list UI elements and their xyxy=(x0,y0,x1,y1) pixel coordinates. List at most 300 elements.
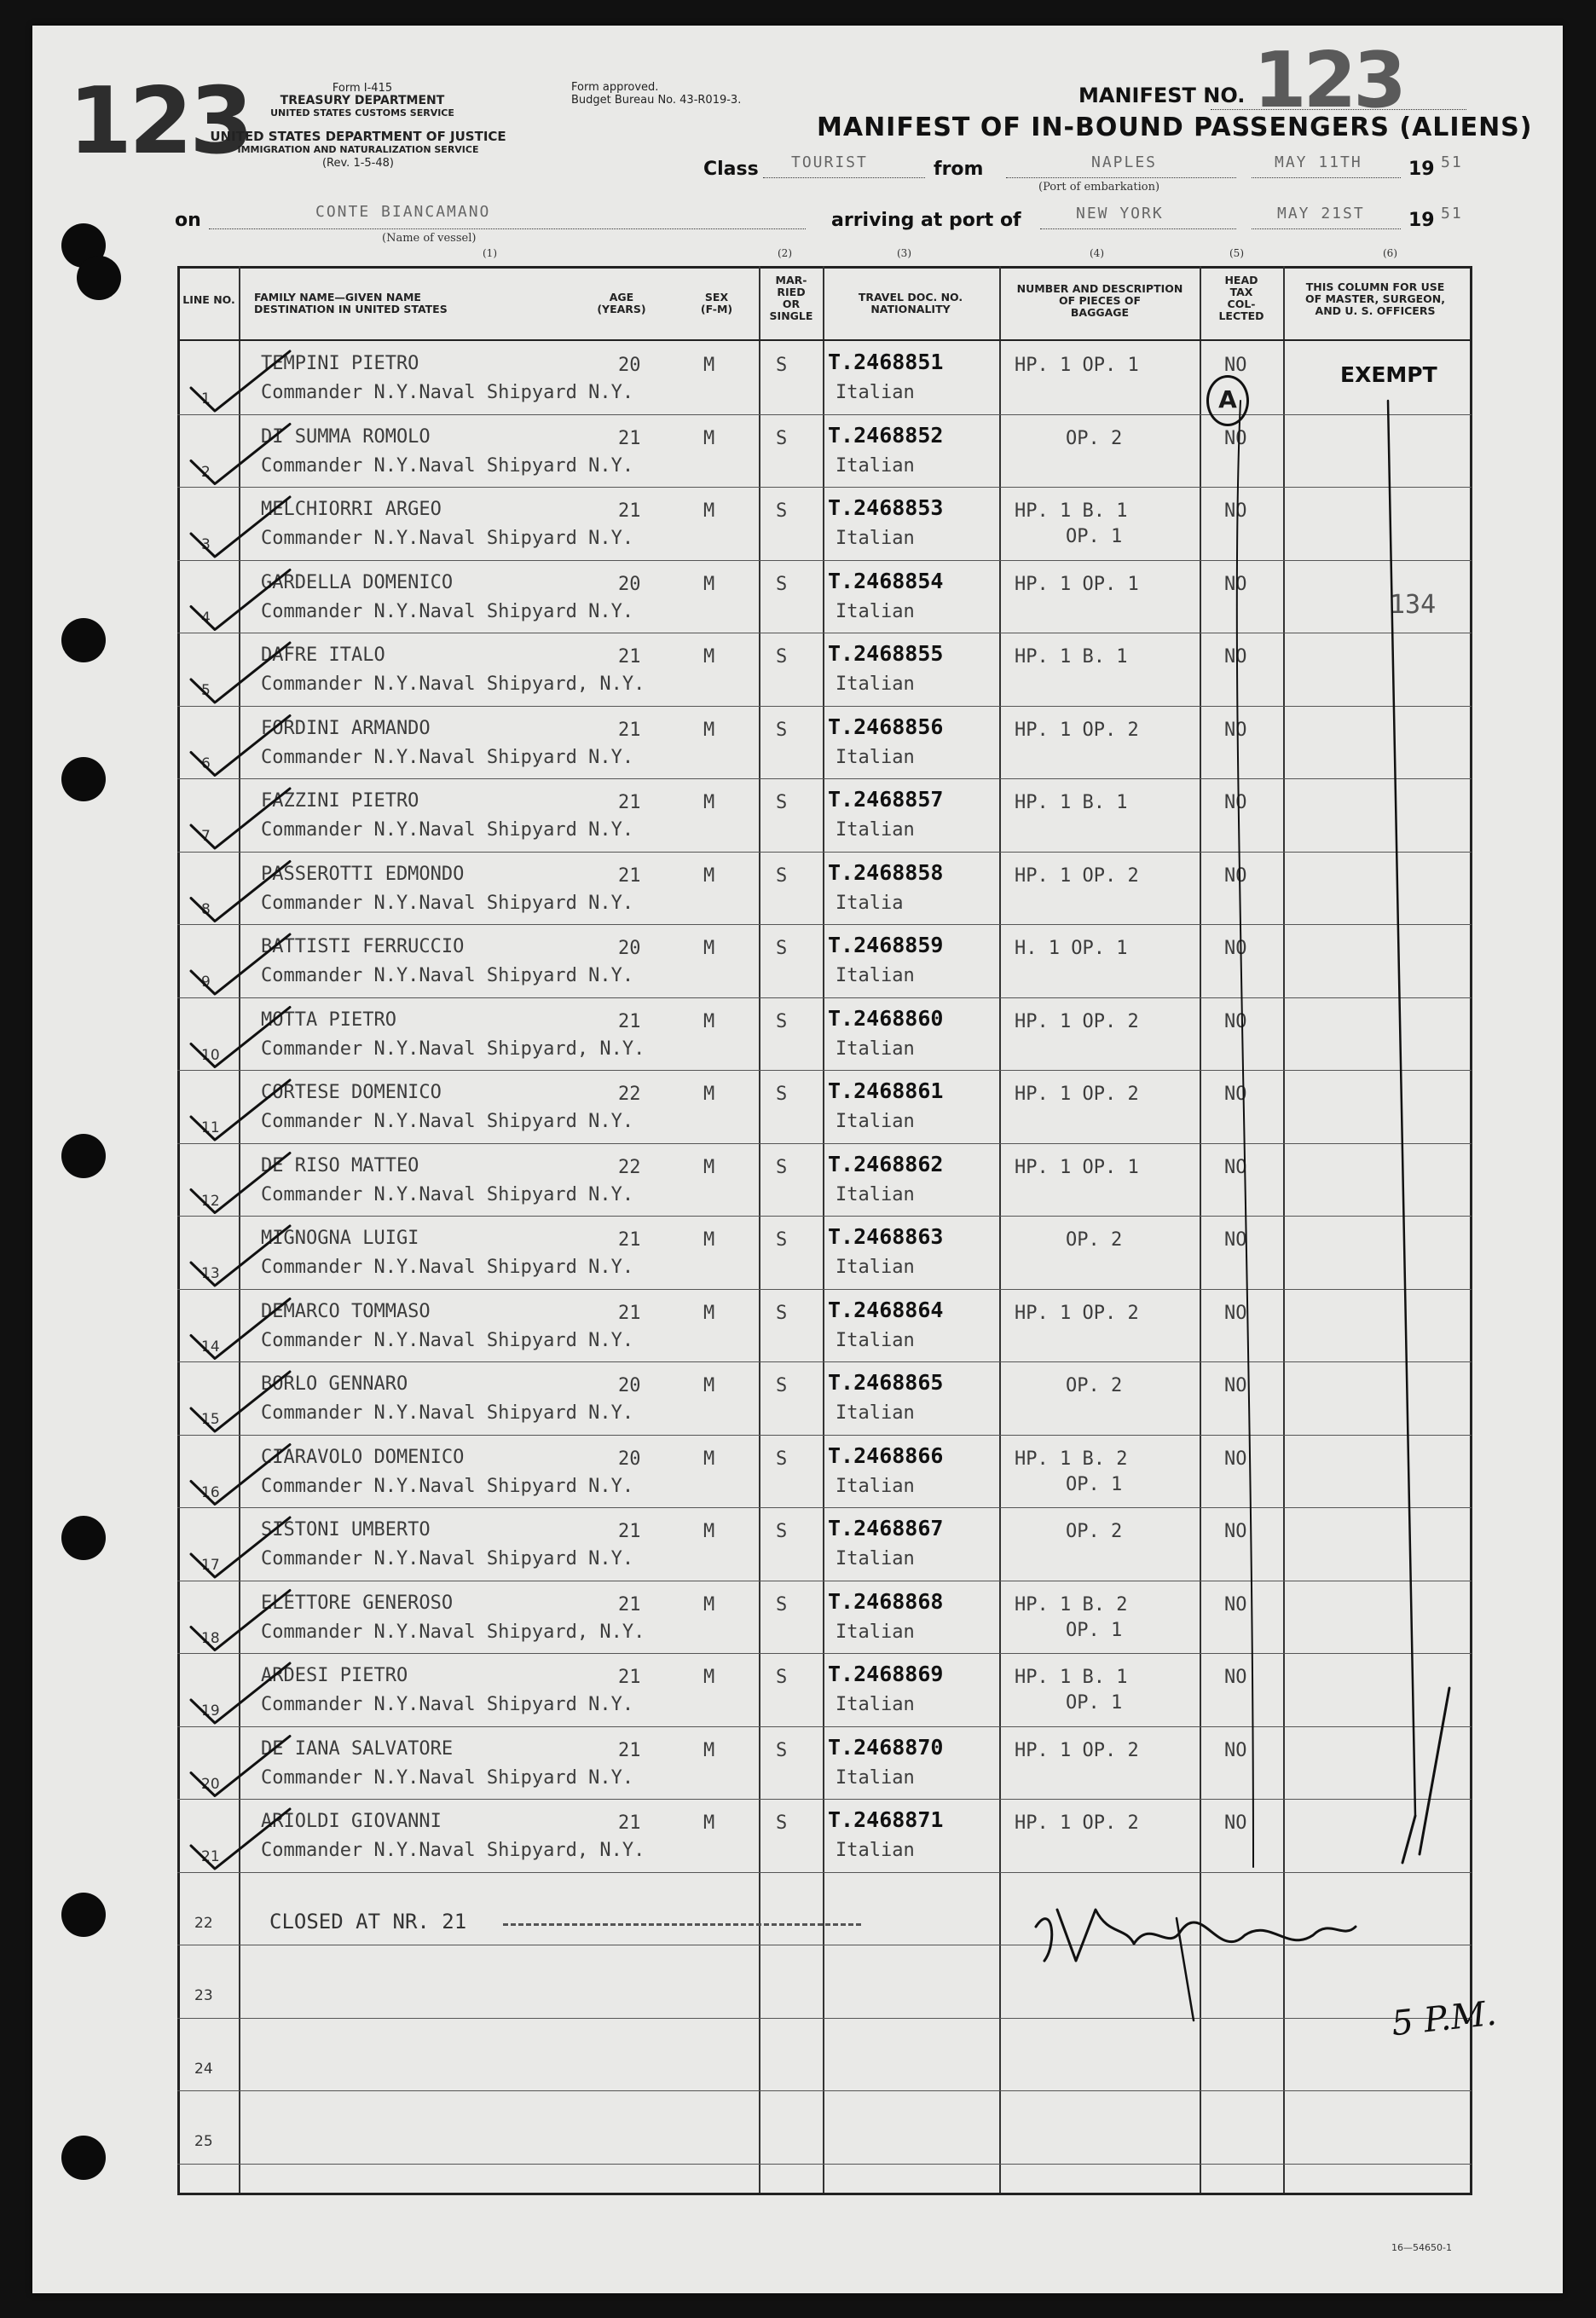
table-row xyxy=(177,924,1472,997)
table-row xyxy=(177,414,1472,487)
age: 21 xyxy=(618,1667,641,1688)
line-number: 6 xyxy=(201,754,211,772)
row-divider xyxy=(177,2164,1472,2165)
head-tax: NO xyxy=(1224,1521,1247,1542)
head-tax: NO xyxy=(1224,1010,1247,1032)
destination: Commander N.Y.Naval Shipyard N.Y. xyxy=(261,1766,634,1789)
sex: M xyxy=(703,500,715,522)
baggage: OP. 2 xyxy=(1066,1229,1123,1251)
nationality: Italian xyxy=(836,1840,915,1861)
nationality: Italian xyxy=(836,1694,915,1715)
nationality: Italian xyxy=(836,965,915,986)
head-tax: NO xyxy=(1224,1302,1247,1324)
destination: Commander N.Y.Naval Shipyard N.Y. xyxy=(261,1183,634,1205)
destination: Commander N.Y.Naval Shipyard, N.Y. xyxy=(261,1038,645,1060)
travel-doc-number: T.2468863 xyxy=(828,1224,944,1249)
sex: M xyxy=(703,1667,715,1688)
sex: M xyxy=(703,427,715,449)
age: 21 xyxy=(618,1302,641,1324)
baggage: OP. 2 xyxy=(1066,1521,1123,1542)
table-row xyxy=(177,1653,1472,1725)
marital-status: S xyxy=(776,938,788,959)
destination: Commander N.Y.Naval Shipyard, N.Y. xyxy=(261,1621,645,1643)
sex: M xyxy=(703,1302,715,1324)
line-number: 15 xyxy=(201,1411,220,1428)
destination: Commander N.Y.Naval Shipyard N.Y. xyxy=(261,819,634,841)
sex: M xyxy=(703,1375,715,1396)
baggage-extra: OP. 1 xyxy=(1066,526,1123,547)
department-of-justice: UNITED STATES DEPARTMENT OF JUSTICE xyxy=(210,129,506,144)
travel-doc-number: T.2468861 xyxy=(828,1078,944,1103)
column-number: (3) xyxy=(897,247,911,259)
age: 20 xyxy=(618,1448,641,1470)
head-tax: NO xyxy=(1224,573,1247,595)
passenger-name: ARIOLDI GIOVANNI xyxy=(261,1811,442,1832)
marital-status: S xyxy=(776,1812,788,1834)
sex: M xyxy=(703,646,715,668)
arrive-year: 51 xyxy=(1441,205,1463,223)
age: 21 xyxy=(618,500,641,522)
destination: Commander N.Y.Naval Shipyard N.Y. xyxy=(261,1694,634,1715)
head-tax: NO xyxy=(1224,427,1247,449)
baggage: HP. 1 B. 2 xyxy=(1015,1593,1128,1616)
marital-status: S xyxy=(776,1593,788,1616)
passenger-name: CIARAVOLO DOMENICO xyxy=(261,1446,465,1468)
head-tax: NO xyxy=(1224,355,1247,376)
depart-year-prefix: 19 xyxy=(1408,159,1435,180)
passenger-name: ELETTORE GENEROSO xyxy=(261,1592,454,1614)
passenger-name: SISTONI UMBERTO xyxy=(261,1519,431,1541)
line-number: 5 xyxy=(201,682,211,699)
class-value: TOURIST xyxy=(791,153,868,171)
age: 20 xyxy=(618,938,641,959)
travel-doc-number: T.2468855 xyxy=(828,641,944,666)
marital-status: S xyxy=(776,1229,788,1251)
age: 21 xyxy=(618,1010,641,1032)
nationality: Italian xyxy=(836,1183,915,1205)
nationality: Italian xyxy=(836,1548,915,1569)
line-number: 21 xyxy=(201,1848,220,1865)
empty-line-number: 25 xyxy=(194,2133,213,2150)
column-number: (1) xyxy=(483,247,497,259)
line-number: 7 xyxy=(201,828,211,845)
head-tax: NO xyxy=(1224,1229,1247,1251)
travel-doc-number: T.2468864 xyxy=(828,1297,944,1322)
marital-status: S xyxy=(776,1667,788,1688)
age: 22 xyxy=(618,1156,641,1178)
exempt-stamp: EXEMPT xyxy=(1340,362,1437,387)
on-label: on xyxy=(175,210,201,231)
time-note: 5 P.M. xyxy=(1389,1993,1499,2044)
baggage: HP. 1 B. 1 xyxy=(1015,1667,1128,1688)
nationality: Italian xyxy=(836,1475,915,1497)
age: 20 xyxy=(618,355,641,376)
line-number: 4 xyxy=(201,609,211,627)
age: 21 xyxy=(618,1593,641,1616)
baggage-extra: OP. 1 xyxy=(1066,1619,1123,1641)
empty-line-number: 22 xyxy=(194,1914,213,1932)
age: 21 xyxy=(618,1812,641,1834)
empty-line-number: 24 xyxy=(194,2060,213,2078)
travel-doc-number: T.2468866 xyxy=(828,1442,944,1468)
col-header-sex: SEX (F-M) xyxy=(700,291,733,315)
head-tax: NO xyxy=(1224,1156,1247,1178)
baggage: HP. 1 OP. 2 xyxy=(1015,1302,1139,1324)
arrival-date: MAY 21ST xyxy=(1277,205,1365,223)
table-row xyxy=(177,1726,1472,1799)
passenger-name: ARDESI PIETRO xyxy=(261,1665,408,1686)
empty-line-number: 23 xyxy=(194,1987,213,2004)
column-number: (6) xyxy=(1383,247,1397,259)
baggage-extra: OP. 1 xyxy=(1066,1473,1123,1495)
printer-code: 16—54650-1 xyxy=(1391,2242,1452,2253)
table-row xyxy=(177,487,1472,559)
binder-hole xyxy=(77,256,121,300)
sex: M xyxy=(703,864,715,887)
travel-doc-number: T.2468857 xyxy=(828,787,944,812)
row-divider xyxy=(177,2090,1472,2091)
nationality: Italian xyxy=(836,1402,915,1424)
table-row xyxy=(177,633,1472,705)
sex: M xyxy=(703,1521,715,1542)
passenger-name: MELCHIORRI ARGEO xyxy=(261,499,442,520)
column-number: (5) xyxy=(1229,247,1244,259)
marital-status: S xyxy=(776,646,788,668)
baggage: HP. 1 OP. 1 xyxy=(1015,355,1139,376)
age: 21 xyxy=(618,1739,641,1761)
col-header-baggage: NUMBER AND DESCRIPTION OF PIECES OF BAGGAGE xyxy=(1016,282,1183,319)
nationality: Italian xyxy=(836,673,915,695)
sex: M xyxy=(703,1084,715,1105)
baggage: HP. 1 OP. 2 xyxy=(1015,1010,1139,1032)
marital-status: S xyxy=(776,864,788,887)
binder-hole xyxy=(61,2136,106,2180)
travel-doc-number: T.2468867 xyxy=(828,1516,944,1541)
nationality: Italian xyxy=(836,454,915,477)
age: 21 xyxy=(618,864,641,887)
marital-status: S xyxy=(776,355,788,376)
age: 20 xyxy=(618,1375,641,1396)
sex: M xyxy=(703,1010,715,1032)
travel-doc-number: T.2468854 xyxy=(828,568,944,593)
line-number: 18 xyxy=(201,1629,220,1647)
sex: M xyxy=(703,1812,715,1834)
baggage: H. 1 OP. 1 xyxy=(1015,938,1128,959)
line-number: 10 xyxy=(201,1046,220,1064)
head-tax: NO xyxy=(1224,792,1247,813)
arrival-port: NEW YORK xyxy=(1076,205,1164,223)
head-tax: NO xyxy=(1224,646,1247,668)
column-number: (2) xyxy=(778,247,792,259)
passenger-name: CORTESE DOMENICO xyxy=(261,1082,442,1103)
baggage: HP. 1 B. 1 xyxy=(1015,500,1128,522)
passenger-name: DI SUMMA ROMOLO xyxy=(261,425,431,448)
table-row xyxy=(177,1070,1472,1142)
head-tax: NO xyxy=(1224,1375,1247,1396)
head-tax: NO xyxy=(1224,864,1247,887)
col-header-travel-doc: TRAVEL DOC. NO. NATIONALITY xyxy=(858,291,963,315)
line-number: 14 xyxy=(201,1338,220,1356)
head-tax: NO xyxy=(1224,719,1247,741)
passenger-name: PASSEROTTI EDMONDO xyxy=(261,863,465,885)
travel-doc-number: T.2468851 xyxy=(828,350,944,374)
travel-doc-number: T.2468862 xyxy=(828,1151,944,1176)
destination: Commander N.Y.Naval Shipyard N.Y. xyxy=(261,965,634,986)
binder-hole xyxy=(61,618,106,662)
baggage: OP. 2 xyxy=(1066,427,1123,449)
destination: Commander N.Y.Naval Shipyard, N.Y. xyxy=(261,673,645,695)
line-number: 2 xyxy=(201,463,211,481)
passenger-name: BORLO GENNARO xyxy=(261,1373,408,1395)
col-header-line-no: LINE NO. xyxy=(182,293,235,306)
sex: M xyxy=(703,355,715,376)
baggage: HP. 1 B. 1 xyxy=(1015,646,1128,668)
travel-doc-number: T.2468860 xyxy=(828,1005,944,1031)
nationality: Italian xyxy=(836,382,915,403)
table-row xyxy=(177,1216,1472,1288)
travel-doc-number: T.2468869 xyxy=(828,1662,944,1686)
nationality: Italian xyxy=(836,1766,915,1789)
immigration-service: IMMIGRATION AND NATURALIZATION SERVICE xyxy=(237,144,479,155)
row-divider xyxy=(177,1872,1472,1873)
sex: M xyxy=(703,1593,715,1616)
line-number: 19 xyxy=(201,1702,220,1720)
baggage-extra: OP. 1 xyxy=(1066,1692,1123,1714)
binder-hole xyxy=(61,1134,106,1178)
nationality: Italian xyxy=(836,1329,915,1351)
destination: Commander N.Y.Naval Shipyard N.Y. xyxy=(261,600,634,622)
table-row xyxy=(177,852,1472,924)
line-number: 9 xyxy=(201,974,211,991)
circled-letter xyxy=(1206,375,1249,426)
head-tax: NO xyxy=(1224,1667,1247,1688)
marital-status: S xyxy=(776,427,788,449)
passenger-name: DEMARCO TOMMASO xyxy=(261,1300,431,1322)
baggage: OP. 2 xyxy=(1066,1375,1123,1396)
table-row xyxy=(177,1799,1472,1871)
line-number: 11 xyxy=(201,1119,220,1136)
destination: Commander N.Y.Naval Shipyard N.Y. xyxy=(261,1329,634,1351)
from-label: from xyxy=(934,159,984,180)
destination: Commander N.Y.Naval Shipyard N.Y. xyxy=(261,1111,634,1132)
customs-service: UNITED STATES CUSTOMS SERVICE xyxy=(270,107,454,119)
marital-status: S xyxy=(776,792,788,813)
table-row xyxy=(177,1289,1472,1361)
col-header-married: MAR- RIED OR SINGLE xyxy=(769,274,813,322)
manifest-title: MANIFEST OF IN-BOUND PASSENGERS (ALIENS) xyxy=(817,113,1533,142)
age: 21 xyxy=(618,646,641,668)
nationality: Italian xyxy=(836,1038,915,1060)
passenger-name: MOTTA PIETRO xyxy=(261,1009,396,1031)
nationality: Italia xyxy=(836,892,904,914)
baggage: HP. 1 OP. 2 xyxy=(1015,1084,1139,1105)
nationality: Italian xyxy=(836,819,915,841)
passenger-name: DAFRE ITALO xyxy=(261,645,385,666)
baggage: HP. 1 OP. 2 xyxy=(1015,1739,1139,1761)
line-number: 20 xyxy=(201,1775,220,1793)
table-row xyxy=(177,1143,1472,1216)
marital-status: S xyxy=(776,1739,788,1761)
nationality: Italian xyxy=(836,746,915,768)
head-tax: NO xyxy=(1224,500,1247,522)
binder-hole xyxy=(61,757,106,801)
col-header-head-tax: HEAD TAX COL- LECTED xyxy=(1218,274,1264,322)
head-tax: NO xyxy=(1224,1812,1247,1834)
marital-status: S xyxy=(776,500,788,522)
marital-status: S xyxy=(776,1375,788,1396)
age: 21 xyxy=(618,719,641,741)
binder-hole xyxy=(61,1893,106,1937)
age: 21 xyxy=(618,792,641,813)
marital-status: S xyxy=(776,573,788,595)
passenger-name: DE IANA SALVATORE xyxy=(261,1737,454,1760)
marital-status: S xyxy=(776,1084,788,1105)
age: 21 xyxy=(618,1229,641,1251)
travel-doc-number: T.2468859 xyxy=(828,933,944,957)
embarkation-port: NAPLES xyxy=(1091,153,1158,171)
passenger-name: FORDINI ARMANDO xyxy=(261,717,431,739)
destination: Commander N.Y.Naval Shipyard N.Y. xyxy=(261,1475,634,1497)
destination: Commander N.Y.Naval Shipyard N.Y. xyxy=(261,746,634,768)
age: 21 xyxy=(618,1521,641,1542)
travel-doc-number: T.2468858 xyxy=(828,859,944,885)
line-number: 8 xyxy=(201,900,211,918)
depart-year: 51 xyxy=(1441,153,1463,171)
sex: M xyxy=(703,719,715,741)
row-divider xyxy=(177,2018,1472,2019)
destination: Commander N.Y.Naval Shipyard N.Y. xyxy=(261,1548,634,1569)
passenger-name: FAZZINI PIETRO xyxy=(261,790,419,812)
destination: Commander N.Y.Naval Shipyard N.Y. xyxy=(261,454,634,477)
destination: Commander N.Y.Naval Shipyard, N.Y. xyxy=(261,1840,645,1861)
marital-status: S xyxy=(776,1156,788,1178)
nationality: Italian xyxy=(836,1621,915,1643)
manifest-number-label: MANIFEST NO. xyxy=(1078,84,1246,107)
marital-status: S xyxy=(776,1010,788,1032)
marital-status: S xyxy=(776,1521,788,1542)
head-tax: NO xyxy=(1224,1593,1247,1616)
marital-status: S xyxy=(776,1448,788,1470)
travel-doc-number: T.2468865 xyxy=(828,1370,944,1395)
travel-doc-number: T.2468852 xyxy=(828,422,944,448)
destination: Commander N.Y.Naval Shipyard N.Y. xyxy=(261,528,634,549)
arrive-year-prefix: 19 xyxy=(1408,210,1435,231)
travel-doc-number: T.2468856 xyxy=(828,714,944,739)
col-header-name: FAMILY NAME—GIVEN NAME DESTINATION IN UNITED STATES xyxy=(254,291,448,315)
baggage: HP. 1 OP. 2 xyxy=(1015,1812,1139,1834)
circled-letter-text: A xyxy=(1218,385,1237,413)
side-number: 134 xyxy=(1390,590,1437,620)
column-number: (4) xyxy=(1090,247,1104,259)
sex: M xyxy=(703,1156,715,1178)
table-row xyxy=(177,778,1472,851)
line-number: 3 xyxy=(201,536,211,553)
baggage: HP. 1 OP. 1 xyxy=(1015,1156,1139,1178)
sex: M xyxy=(703,1739,715,1761)
binder-hole xyxy=(61,1516,106,1560)
passenger-name: TEMPINI PIETRO xyxy=(261,353,419,374)
age: 22 xyxy=(618,1084,641,1105)
nationality: Italian xyxy=(836,1111,915,1132)
table-row xyxy=(177,1361,1472,1434)
nationality: Italian xyxy=(836,528,915,549)
passenger-name: BATTISTI FERRUCCIO xyxy=(261,936,465,957)
closed-note: CLOSED AT NR. 21 xyxy=(269,1910,467,1934)
passenger-name: DE RISO MATTEO xyxy=(261,1154,419,1176)
closed-strike-line xyxy=(503,1923,861,1926)
table-row xyxy=(177,560,1472,633)
travel-doc-number: T.2468868 xyxy=(828,1588,944,1614)
age: 21 xyxy=(618,427,641,449)
baggage: HP. 1 OP. 2 xyxy=(1015,719,1139,741)
destination: Commander N.Y.Naval Shipyard N.Y. xyxy=(261,892,634,914)
sex: M xyxy=(703,1448,715,1470)
destination: Commander N.Y.Naval Shipyard N.Y. xyxy=(261,382,634,403)
marital-status: S xyxy=(776,719,788,741)
line-number: 12 xyxy=(201,1192,220,1210)
nationality: Italian xyxy=(836,1257,915,1278)
table-row xyxy=(177,997,1472,1070)
table-row xyxy=(177,1507,1472,1580)
sex: M xyxy=(703,792,715,813)
corner-manifest-number: 123 xyxy=(68,68,251,175)
col-header-age: AGE (YEARS) xyxy=(597,291,646,315)
vessel-caption: (Name of vessel) xyxy=(382,232,477,245)
sex: M xyxy=(703,573,715,595)
line-number: 16 xyxy=(201,1483,220,1501)
budget-bureau-number: Budget Bureau No. 43-R019-3. xyxy=(571,94,742,107)
form-approved: Form approved. xyxy=(571,81,659,94)
travel-doc-number: T.2468853 xyxy=(828,495,944,520)
destination: Commander N.Y.Naval Shipyard N.Y. xyxy=(261,1257,634,1278)
manifest-number-value: 123 xyxy=(1253,36,1403,125)
travel-doc-number: T.2468870 xyxy=(828,1734,944,1760)
destination: Commander N.Y.Naval Shipyard N.Y. xyxy=(261,1402,634,1424)
baggage: HP. 1 B. 1 xyxy=(1015,792,1128,813)
head-tax: NO xyxy=(1224,1448,1247,1470)
vessel-name: CONTE BIANCAMANO xyxy=(315,203,491,221)
nationality: Italian xyxy=(836,600,915,622)
line-number: 1 xyxy=(201,390,211,408)
age: 20 xyxy=(618,573,641,595)
port-caption: (Port of embarkation) xyxy=(1038,181,1160,194)
table-row xyxy=(177,706,1472,778)
baggage: HP. 1 OP. 2 xyxy=(1015,864,1139,887)
col-header-officers: THIS COLUMN FOR USE OF MASTER, SURGEON, AND U. S. OFFICERS xyxy=(1304,280,1446,317)
table-row xyxy=(177,341,1472,413)
departure-date: MAY 11TH xyxy=(1275,153,1362,171)
table-row xyxy=(177,1435,1472,1507)
class-label: Class xyxy=(703,159,759,180)
sex: M xyxy=(703,938,715,959)
line-number: 17 xyxy=(201,1557,220,1574)
baggage: HP. 1 B. 2 xyxy=(1015,1448,1128,1470)
line-number: 13 xyxy=(201,1265,220,1282)
revision-date: (Rev. 1-5-48) xyxy=(321,157,394,170)
arriving-label: arriving at port of xyxy=(831,210,1021,231)
head-tax: NO xyxy=(1224,938,1247,959)
travel-doc-number: T.2468871 xyxy=(828,1807,944,1832)
table-row xyxy=(177,1581,1472,1653)
form-number: Form I-415 xyxy=(332,82,393,95)
head-tax: NO xyxy=(1224,1739,1247,1761)
treasury-department: TREASURY DEPARTMENT xyxy=(280,94,445,107)
passenger-name: MIGNOGNA LUIGI xyxy=(261,1228,419,1249)
marital-status: S xyxy=(776,1302,788,1324)
passenger-name: GARDELLA DOMENICO xyxy=(261,571,454,593)
baggage: HP. 1 OP. 1 xyxy=(1015,573,1139,595)
head-tax: NO xyxy=(1224,1084,1247,1105)
